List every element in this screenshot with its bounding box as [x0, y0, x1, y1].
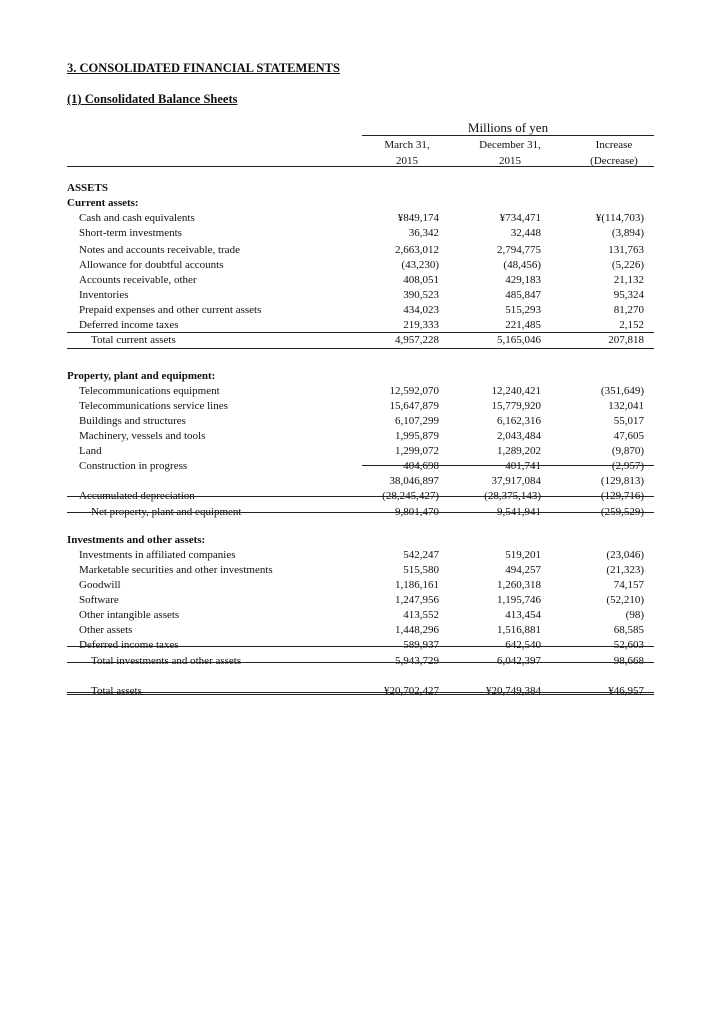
row-value-v1: 408,051 — [403, 274, 439, 286]
row-value-v3: ¥(114,703) — [595, 212, 644, 224]
row-label: Accounts receivable, other — [79, 274, 197, 286]
row-value-v2: 9,541,941 — [497, 506, 541, 518]
row-value-v2: 519,201 — [505, 549, 541, 561]
row-value-v1: 36,342 — [408, 227, 439, 239]
row-value-v3: (23,046) — [606, 549, 644, 561]
row-label: Net property, plant and equipment — [91, 506, 242, 518]
balance-sheet-subheading: (1) Consolidated Balance Sheets — [67, 92, 238, 106]
table-row — [67, 593, 654, 608]
row-value-v1: 12,592,070 — [389, 385, 439, 397]
table-row — [67, 474, 654, 489]
row-value-v3: (21,323) — [606, 564, 644, 576]
row-value-v2: 2,794,775 — [497, 244, 541, 256]
row-value-v3: (129,813) — [600, 475, 644, 487]
row-label: Software — [79, 594, 119, 606]
column-header-line: (Decrease) — [590, 154, 638, 167]
row-value-v2: 429,183 — [505, 274, 541, 286]
column-header-december-2015 — [460, 138, 560, 169]
row-value-v2: 515,293 — [505, 304, 541, 316]
row-label: Construction in progress — [79, 460, 188, 472]
row-value-v1: 515,580 — [403, 564, 439, 576]
row-value-v1: ¥849,174 — [397, 212, 439, 224]
table-row — [67, 414, 654, 429]
grand-total-double-rule — [67, 692, 654, 695]
table-row — [67, 444, 654, 459]
table-row — [67, 429, 654, 444]
row-label: Current assets: — [67, 197, 139, 209]
row-value-v3: 55,017 — [613, 415, 644, 427]
table-row — [67, 288, 654, 303]
row-value-v3: 207,818 — [608, 334, 644, 346]
table-row — [67, 563, 654, 578]
row-value-v1: 5,943,729 — [395, 655, 439, 667]
row-label: Telecommunications equipment — [79, 385, 220, 397]
row-value-v1: 413,552 — [403, 609, 439, 621]
row-value-v3: 74,157 — [613, 579, 644, 591]
row-label: Notes and accounts receivable, trade — [79, 244, 240, 256]
table-row — [67, 399, 654, 414]
column-header-line: 2015 — [396, 154, 418, 167]
table-row — [67, 623, 654, 638]
row-label: Property, plant and equipment: — [67, 370, 216, 382]
row-value-v2: 221,485 — [505, 319, 541, 331]
row-value-v2: 494,257 — [505, 564, 541, 576]
row-label: Land — [79, 445, 102, 457]
row-value-v1: (43,230) — [401, 259, 439, 271]
unit-label: Millions of yen — [467, 120, 549, 135]
row-value-v1: 390,523 — [403, 289, 439, 301]
row-label: Deferred income taxes — [79, 319, 179, 331]
table-row — [67, 258, 654, 273]
row-value-v1: 9,801,470 — [395, 506, 439, 518]
row-value-v3: ¥46,957 — [608, 685, 644, 697]
row-value-v2: 6,042,397 — [497, 655, 541, 667]
row-value-v1: 2,663,012 — [395, 244, 439, 256]
row-label: Buildings and structures — [79, 415, 186, 427]
row-value-v1: 1,247,956 — [395, 594, 439, 606]
row-value-v2: 15,779,920 — [491, 400, 541, 412]
table-row — [67, 333, 654, 348]
table-row — [67, 548, 654, 563]
row-label: Other intangible assets — [79, 609, 180, 621]
row-value-v3: (129,716) — [600, 490, 644, 502]
row-value-v1: 38,046,897 — [389, 475, 439, 487]
row-value-v2: 12,240,421 — [491, 385, 541, 397]
header-rule — [67, 166, 654, 167]
row-value-v1: ¥20,702,427 — [384, 685, 439, 697]
table-row — [67, 243, 654, 258]
table-row — [67, 369, 654, 384]
row-label: Total assets — [91, 685, 142, 697]
table-row — [67, 303, 654, 318]
row-label: Accumulated depreciation — [79, 490, 195, 502]
row-value-v1: 589,937 — [403, 639, 439, 651]
row-value-v1: 434,023 — [403, 304, 439, 316]
row-label: Telecommunications service lines — [79, 400, 228, 412]
row-label: Investments and other assets: — [67, 534, 206, 546]
total-rule — [67, 496, 654, 497]
row-value-v2: 5,165,046 — [497, 334, 541, 346]
row-value-v3: (9,870) — [611, 445, 644, 457]
row-value-v3: (259,529) — [600, 506, 644, 518]
row-value-v2: 1,195,746 — [497, 594, 541, 606]
row-value-v2: ¥20,749,384 — [486, 685, 541, 697]
row-value-v2: 2,043,484 — [497, 430, 541, 442]
table-row — [67, 273, 654, 288]
row-value-v2: 37,917,084 — [491, 475, 541, 487]
statement-heading: 3. CONSOLIDATED FINANCIAL STATEMENTS — [67, 61, 340, 75]
row-value-v3: 2,152 — [619, 319, 644, 331]
column-header-line: 2015 — [499, 154, 521, 167]
table-row — [67, 384, 654, 399]
total-rule — [67, 646, 654, 647]
row-value-v3: 95,324 — [613, 289, 644, 301]
table-row — [67, 459, 654, 474]
row-label: Goodwill — [79, 579, 121, 591]
row-label: Other assets — [79, 624, 133, 636]
section-end-rule — [67, 512, 654, 513]
row-value-v1: 542,247 — [403, 549, 439, 561]
row-value-v2: 413,454 — [505, 609, 541, 621]
row-label: Inventories — [79, 289, 129, 301]
row-value-v1: 404,698 — [403, 460, 439, 472]
row-label: Investments in affiliated companies — [79, 549, 236, 561]
column-header-line: Increase — [595, 139, 633, 151]
row-value-v2: 401,741 — [505, 460, 541, 472]
row-value-v3: (98) — [625, 609, 644, 621]
column-header-march-2015 — [362, 138, 452, 169]
unit-rule — [362, 135, 654, 136]
row-value-v2: ¥734,471 — [499, 212, 541, 224]
row-label: Allowance for doubtful accounts — [79, 259, 224, 271]
table-row — [67, 196, 654, 211]
row-label: Marketable securities and other investments — [79, 564, 273, 576]
row-value-v1: 1,186,161 — [395, 579, 439, 591]
row-value-v3: 68,585 — [613, 624, 644, 636]
row-value-v3: 81,270 — [613, 304, 644, 316]
table-row — [67, 226, 654, 241]
row-value-v1: 1,299,072 — [395, 445, 439, 457]
total-rule — [67, 332, 654, 333]
row-value-v3: 132,041 — [608, 400, 644, 412]
row-value-v3: 98,668 — [613, 655, 644, 667]
row-value-v1: 4,957,228 — [395, 334, 439, 346]
table-row — [67, 608, 654, 623]
subtotal-rule — [362, 465, 654, 466]
table-row — [67, 578, 654, 593]
row-value-v3: (351,649) — [600, 385, 644, 397]
row-value-v3: 47,605 — [613, 430, 644, 442]
row-value-v1: 1,448,296 — [395, 624, 439, 636]
table-row — [67, 181, 654, 196]
row-value-v2: 642,540 — [505, 639, 541, 651]
row-value-v3: 52,603 — [613, 639, 644, 651]
column-header-line: March 31, — [384, 139, 430, 151]
row-value-v1: 15,647,879 — [389, 400, 439, 412]
row-value-v3: (3,894) — [611, 227, 644, 239]
row-value-v2: 6,162,316 — [497, 415, 541, 427]
row-value-v1: 6,107,299 — [395, 415, 439, 427]
row-value-v1: (28,245,427) — [382, 490, 439, 502]
section-end-rule — [67, 348, 654, 349]
section-end-rule — [67, 662, 654, 663]
row-value-v2: (28,375,143) — [484, 490, 541, 502]
row-value-v2: 485,847 — [505, 289, 541, 301]
row-value-v1: 219,333 — [403, 319, 439, 331]
row-value-v2: 1,289,202 — [497, 445, 541, 457]
row-value-v3: (2,957) — [611, 460, 644, 472]
row-value-v2: 1,260,318 — [497, 579, 541, 591]
table-row — [67, 211, 654, 226]
column-header-increase — [574, 138, 654, 169]
row-label: Cash and cash equivalents — [79, 212, 195, 224]
row-label: Prepaid expenses and other current assets — [79, 304, 262, 316]
row-label: Machinery, vessels and tools — [79, 430, 206, 442]
row-value-v3: (52,210) — [606, 594, 644, 606]
row-label: ASSETS — [67, 182, 108, 194]
row-value-v3: (5,226) — [611, 259, 644, 271]
table-row — [67, 533, 654, 548]
row-value-v2: 1,516,881 — [497, 624, 541, 636]
row-value-v3: 131,763 — [608, 244, 644, 256]
row-label: Total investments and other assets — [91, 655, 242, 667]
row-value-v2: (48,456) — [503, 259, 541, 271]
row-value-v1: 1,995,879 — [395, 430, 439, 442]
row-label: Short-term investments — [79, 227, 182, 239]
table-row — [67, 318, 654, 333]
row-label: Total current assets — [91, 334, 176, 346]
column-header-line: December 31, — [479, 139, 541, 151]
row-value-v2: 32,448 — [510, 227, 541, 239]
row-label: Deferred income taxes — [79, 639, 179, 651]
row-value-v3: 21,132 — [613, 274, 644, 286]
